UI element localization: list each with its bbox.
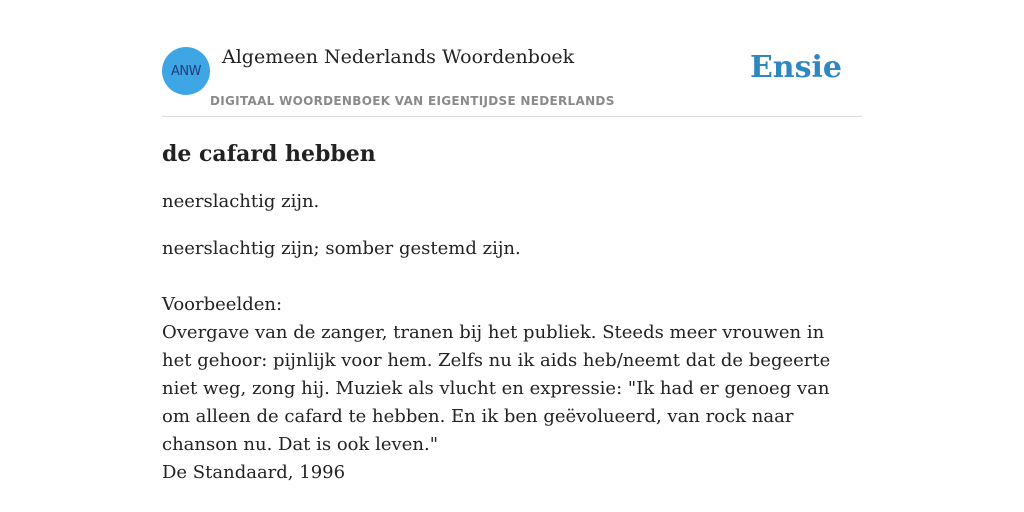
site-title[interactable]: Algemeen Nederlands Woordenboek <box>222 46 575 68</box>
example-source: De Standaard, 1996 <box>162 462 346 483</box>
entry-term: de cafard hebben <box>162 141 376 167</box>
entry-content <box>162 138 852 487</box>
anw-logo[interactable] <box>162 47 210 95</box>
definition-short: neerslachtig zijn. <box>162 191 320 212</box>
examples-label: Voorbeelden: <box>162 294 283 315</box>
definition-long: neerslachtig zijn; somber gestemd zijn. <box>162 238 521 259</box>
logo-text: ANW <box>171 63 201 79</box>
site-header <box>162 0 862 117</box>
ensie-brand-logo[interactable]: Ensie <box>749 50 842 85</box>
site-subtitle: DIGITAAL WOORDENBOEK VAN EIGENTIJDSE NEDERLANDS <box>210 94 615 108</box>
example-text: Overgave van de zanger, tranen bij het publiek. Steeds meer vrouwen in het gehoor: pijnlijk voor hem. Zelfs nu ik aids heb/neemt dat de begeerte niet weg, zong hij. Muziek als vlucht en expressie: "Ik had er genoeg van om alleen de cafard te hebben. En ik ben geëvolueerd, van rock naar chanson nu. Dat is ook leven." <box>162 322 831 455</box>
